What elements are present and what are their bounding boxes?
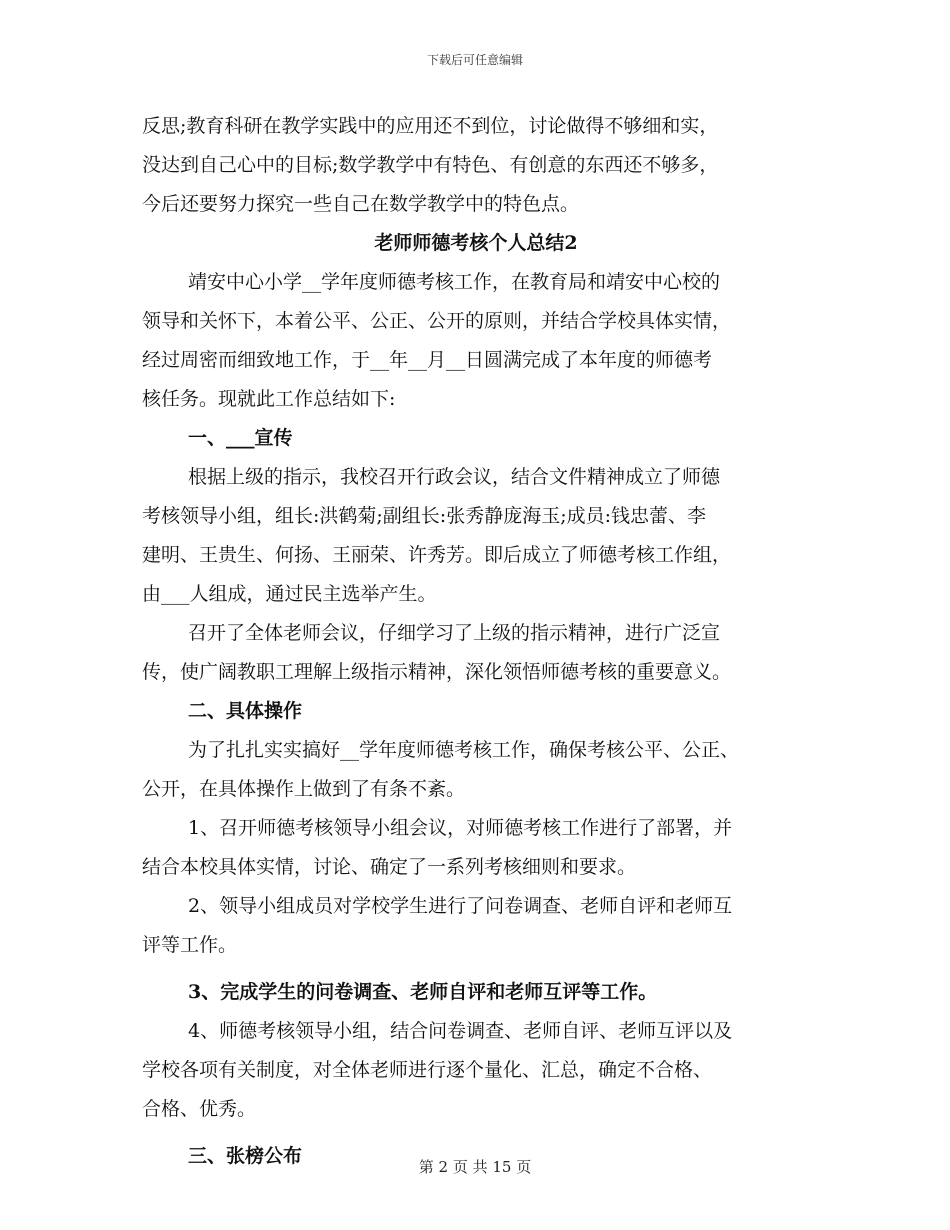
section-heading: 3、完成学生的问卷调查、老师自评和老师互评等工作。 xyxy=(188,981,658,1003)
section-heading: 三、张榜公布 xyxy=(188,1145,303,1167)
section-title: 老师师德考核个人总结2 xyxy=(374,232,578,254)
paragraph-first-line: 靖安中心小学__学年度师德考核工作，在教育局和靖安中心校的 xyxy=(188,271,721,293)
text-line: 结合本校具体实情，讨论、确定了一系列考核细则和要求。 xyxy=(142,856,637,878)
document-body xyxy=(142,107,810,1176)
paragraph-first-line: 4、师德考核领导小组，结合问卷调查、老师自评、老师互评以及 xyxy=(188,1020,733,1042)
text-line: 由___人组成，通过民主选举产生。 xyxy=(142,583,437,605)
paragraph-first-line: 1、召开师德考核领导小组会议，对师德考核工作进行了部署，并 xyxy=(188,817,733,839)
paragraph-first-line: 根据上级的指示，我校召开行政会议，结合文件精神成立了师德 xyxy=(188,466,721,488)
paragraph-first-line: 为了扎扎实实搞好__学年度师德考核工作，确保考核公平、公正、 xyxy=(188,739,740,761)
text-line: 学校各项有关制度，对全体老师进行逐个量化、汇总，确定不合格、 xyxy=(142,1059,713,1081)
text-line: 核任务。现就此工作总结如下: xyxy=(142,388,396,410)
text-line: 合格、优秀。 xyxy=(142,1098,257,1120)
line-spacer xyxy=(142,965,810,973)
text-line: 公开，在具体操作上做到了有条不紊。 xyxy=(142,778,466,800)
paragraph-first-line: 2、领导小组成员对学校学生进行了问卷调查、老师自评和老师互 xyxy=(188,895,733,917)
text-line: 建明、王贵生、何扬、王丽荣、许秀芳。即后成立了师德考核工作组， xyxy=(142,544,732,566)
text-line: 评等工作。 xyxy=(142,934,238,956)
page-header: 下载后可任意编辑 xyxy=(426,53,523,67)
text-line: 反思;教育科研在教学实践中的应用还不到位，讨论做得不够细和实， xyxy=(142,115,719,137)
line-spacer xyxy=(142,1129,810,1137)
text-line: 考核领导小组，组长:洪鹤菊;副组长:张秀静庞海玉;成员:钱忠蕾、李 xyxy=(142,505,707,527)
text-line: 没达到自己心中的目标;数学教学中有特色、有创意的东西还不够多， xyxy=(142,154,719,176)
text-line: 经过周密而细致地工作，于__年__月__日圆满完成了本年度的师德考 xyxy=(142,349,713,371)
paragraph-first-line: 召开了全体老师会议，仔细学习了上级的指示精神，进行广泛宣 xyxy=(188,622,721,644)
text-line: 传，使广阔教职工理解上级指示精神，深化领悟师德考核的重要意义。 xyxy=(142,661,732,683)
text-line: 领导和关怀下，本着公平、公正、公开的原则，并结合学校具体实情， xyxy=(142,310,732,332)
section-heading: 二、具体操作 xyxy=(188,700,303,722)
page-footer: 第 2 页 共 15 页 xyxy=(418,1158,532,1176)
section-heading: 一、___宣传 xyxy=(188,427,293,449)
text-line: 今后还要努力探究一些自己在数学教学中的特色点。 xyxy=(142,193,580,215)
